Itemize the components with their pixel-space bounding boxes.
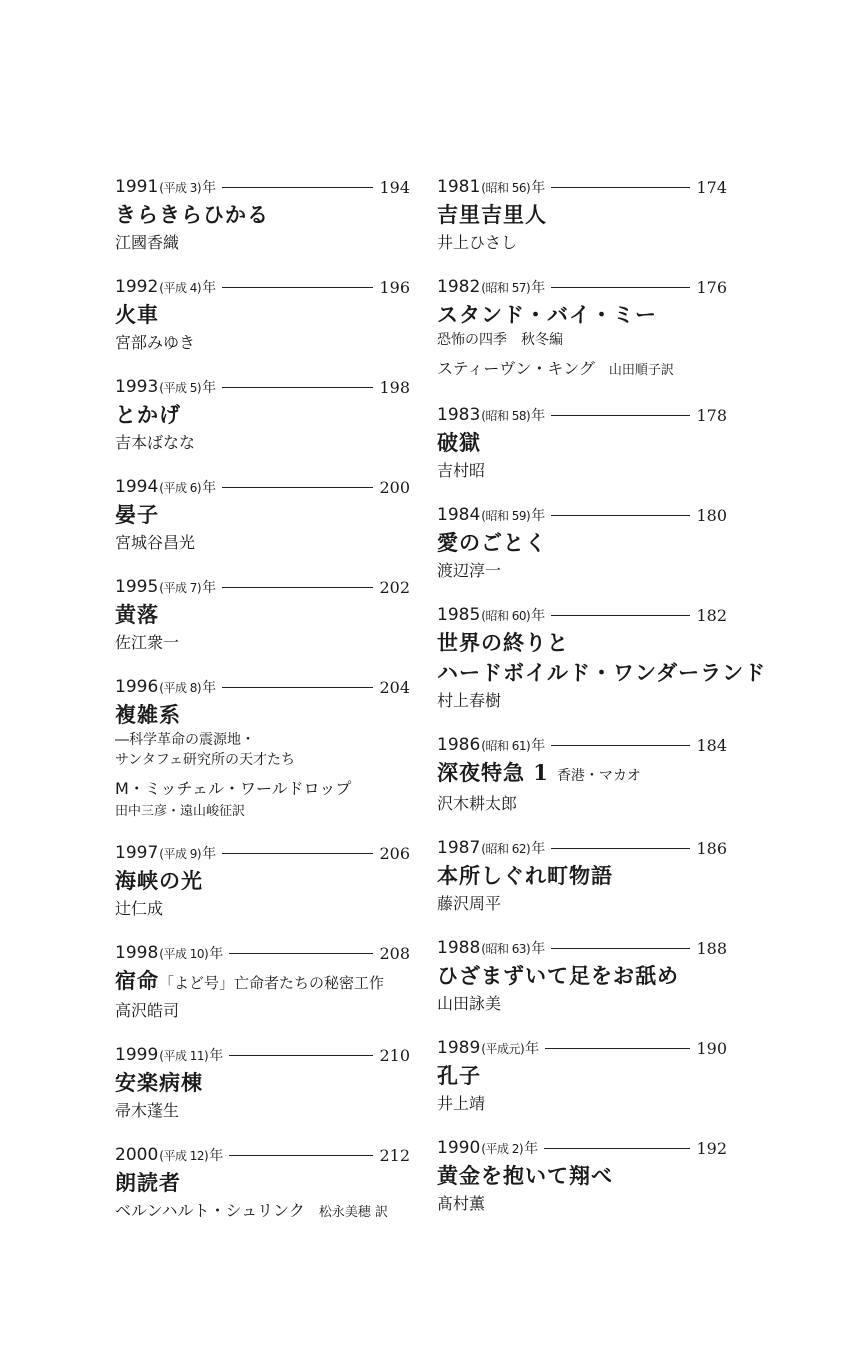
year-suffix: 年 [202,380,217,396]
book-title [437,300,727,330]
author-line [115,230,410,256]
year-suffix: 年 [531,608,546,624]
author-name: 井上靖 [437,1094,486,1113]
year-label: 1989 [437,1038,481,1058]
era-label: (平成 12) [159,1148,209,1163]
book-title [437,628,727,658]
author-line [437,558,727,584]
year-suffix: 年 [531,841,546,857]
year-label: 1992 [115,277,159,297]
entry-header [115,1142,410,1168]
year-suffix: 年 [202,580,217,596]
book-title-text: 黄金を抱いて翔べ [437,1163,613,1188]
author-name: 宮部みゆき [115,333,196,352]
year-label: 1990 [437,1138,481,1158]
era-label: (昭和 57) [481,280,531,295]
book-entry [437,402,727,484]
book-title [115,400,410,430]
book-title-text: 愛のごとく [437,530,547,555]
page-number: 202 [379,577,410,597]
book-title-text: 朗読者 [115,1170,181,1195]
book-title-text: 黄落 [115,602,159,627]
author-line [437,356,727,384]
book-title [115,300,410,330]
page-number: 200 [379,477,410,497]
book-title-text: ひざまずいて足をお舐め [437,963,679,988]
book-title [115,1068,410,1098]
year-label: 1994 [115,477,159,497]
leader-rule [222,687,373,688]
entry-header [437,1135,727,1161]
book-subtitle: サンタフェ研究所の天才たち [115,752,296,768]
book-title-text: 世界の終りと [437,630,569,655]
page-number: 196 [379,277,410,297]
book-entry [437,602,767,714]
right-column [437,174,767,1235]
book-title [115,700,410,730]
page-number: 198 [379,377,410,397]
author-name: ベルンハルト・シュリンク [115,1201,305,1220]
book-title-text: 吉里吉里人 [437,202,547,227]
year-label: 2000 [115,1145,159,1165]
era-label: (平成 6) [159,480,202,495]
author-name: 村上春樹 [437,691,502,710]
translator-name: 山田順子訳 [608,363,674,378]
era-label: (昭和 61) [481,738,531,753]
year-suffix: 年 [209,946,224,962]
book-title [115,500,410,530]
year-label: 1984 [437,505,481,525]
author-line [115,998,410,1024]
book-title-text: 海峡の光 [115,868,203,893]
year-label: 1982 [437,277,481,297]
page-number: 208 [379,943,410,963]
entry-header [115,174,410,200]
author-line [115,430,410,456]
era-label: (昭和 59) [481,508,531,523]
author-name: 佐江衆一 [115,633,180,652]
author-line [437,1091,727,1117]
book-title [437,528,727,558]
book-title [115,966,410,998]
entry-header [115,840,410,866]
year-suffix: 年 [524,1141,539,1157]
year-label: 1983 [437,405,481,425]
page-number: 188 [696,938,727,958]
year-suffix: 年 [531,738,546,754]
entry-header [437,602,727,628]
book-title-text: スタンド・バイ・ミー [437,302,657,327]
year-suffix: 年 [531,408,546,424]
entry-header [437,402,727,428]
page-number: 184 [696,735,727,755]
page-number: 182 [696,605,727,625]
author-name: 沢木耕太郎 [437,794,518,813]
year-label: 1996 [115,677,159,697]
book-title [115,1168,410,1198]
entry-header [437,1035,727,1061]
year-suffix: 年 [531,280,546,296]
book-title [437,200,727,230]
year-suffix: 年 [202,280,217,296]
book-title-text: 破獄 [437,430,481,455]
leader-rule [551,948,690,949]
author-line [437,791,727,817]
book-entry [437,732,727,817]
author-name: 辻仁成 [115,899,164,918]
year-label: 1991 [115,177,159,197]
book-title [115,200,410,230]
entry-header [437,732,727,758]
entry-header [437,174,727,200]
leader-rule [551,848,690,849]
year-label: 1985 [437,605,481,625]
book-title-tail: 「よど号」亡命者たちの秘密工作 [159,974,385,992]
book-entry [437,1135,727,1217]
era-label: (平成 9) [159,846,202,861]
page-number: 192 [696,1138,727,1158]
leader-rule [229,1155,373,1156]
page-number: 212 [379,1145,410,1165]
year-suffix: 年 [209,1148,224,1164]
book-subtitle: ―科学革命の震源地・ [115,732,255,748]
author-name: 渡辺淳一 [437,561,502,580]
author-name: 帚木蓬生 [115,1101,180,1120]
book-title [437,758,727,791]
author-line [437,1191,727,1217]
leader-rule [229,1055,373,1056]
page-number: 178 [696,405,727,425]
leader-rule [551,515,690,516]
author-line [115,1098,410,1124]
book-title [115,866,410,896]
book-title [437,861,727,891]
leader-rule [222,853,373,854]
book-entry [115,274,410,356]
book-title-text: とかげ [115,402,181,427]
year-label: 1986 [437,735,481,755]
author-line [437,458,727,484]
author-line [115,776,410,802]
page-number: 186 [696,838,727,858]
leader-rule [222,587,373,588]
era-label: (昭和 58) [481,408,531,423]
page-number: 194 [379,177,410,197]
book-title-text: 孔子 [437,1063,481,1088]
leader-rule [551,615,690,616]
leader-rule [544,1148,690,1149]
author-name: 井上ひさし [437,233,518,252]
era-label: (昭和 60) [481,608,531,623]
year-suffix: 年 [202,846,217,862]
book-title-text: 火車 [115,302,159,327]
book-title [437,961,727,991]
book-title-text: 深夜特急 1 [437,760,549,785]
year-suffix: 年 [202,180,217,196]
year-label: 1998 [115,943,159,963]
era-label: (平成 8) [159,680,202,695]
book-entry [115,474,410,556]
page-number: 174 [696,177,727,197]
book-title [437,428,727,458]
entry-header [437,274,727,300]
author-line [115,330,410,356]
leader-rule [551,287,690,288]
era-label: (平成 2) [481,1141,524,1156]
entry-header [115,1042,410,1068]
left-column [115,174,410,1244]
year-label: 1995 [115,577,159,597]
page-number: 210 [379,1045,410,1065]
era-label: (平成 4) [159,280,202,295]
leader-rule [551,745,690,746]
book-entry [115,940,410,1024]
year-suffix: 年 [209,1048,224,1064]
year-suffix: 年 [531,941,546,957]
entry-header [437,502,727,528]
author-line [437,991,727,1017]
entry-header [437,935,727,961]
era-label: (平成 3) [159,180,202,195]
book-entry [115,374,410,456]
year-suffix: 年 [202,680,217,696]
translator-line: 田中三彦・遠山峻征訳 [115,804,246,819]
entry-header [115,940,410,966]
book-title-text: 本所しぐれ町物語 [437,863,613,888]
author-name: 宮城谷昌光 [115,533,196,552]
author-name: 吉本ばなな [115,433,196,452]
era-label: (昭和 56) [481,180,531,195]
author-name: M・ミッチェル・ワールドロップ [115,779,352,798]
author-name: 高沢皓司 [115,1001,180,1020]
book-title-sub: 香港・マカオ [556,768,641,784]
author-line [437,688,727,714]
author-line [115,630,410,656]
page-number: 190 [696,1038,727,1058]
book-entry [437,502,727,584]
entry-header [115,274,410,300]
year-label: 1988 [437,938,481,958]
author-name: 江國香織 [115,233,180,252]
book-title-text: 晏子 [115,502,159,527]
leader-rule [222,387,373,388]
leader-rule [222,187,373,188]
era-label: (平成 5) [159,380,202,395]
year-label: 1981 [437,177,481,197]
author-name: 吉村昭 [437,461,486,480]
book-entry [437,174,727,256]
leader-rule [551,187,690,188]
book-title-text: 複雑系 [115,702,181,727]
page-number: 180 [696,505,727,525]
author-line [115,530,410,556]
author-name: 藤沢周平 [437,894,502,913]
author-name: 山田詠美 [437,994,502,1013]
translator-name: 松永美穂 訳 [318,1205,388,1220]
book-title [437,1061,727,1091]
entry-header [437,835,727,861]
book-entry [115,1142,410,1226]
year-label: 1987 [437,838,481,858]
author-name: 髙村薫 [437,1194,486,1213]
entry-header [115,374,410,400]
page-number: 176 [696,277,727,297]
year-suffix: 年 [202,480,217,496]
era-label: (昭和 62) [481,841,531,856]
year-label: 1999 [115,1045,159,1065]
author-line [437,230,727,256]
author-line [437,891,727,917]
entry-header [115,574,410,600]
book-entry [115,574,410,656]
leader-rule [222,287,373,288]
era-label: (昭和 63) [481,941,531,956]
book-entry [115,174,410,256]
year-label: 1993 [115,377,159,397]
book-entry [115,1042,410,1124]
year-suffix: 年 [531,180,546,196]
leader-rule [551,415,690,416]
year-label: 1997 [115,843,159,863]
entry-header [115,474,410,500]
era-label: (平成 7) [159,580,202,595]
author-line [115,1198,410,1226]
book-subtitle: 恐怖の四季 秋冬編 [437,332,563,348]
book-entry [115,840,410,922]
year-suffix: 年 [531,508,546,524]
book-title-text: 宿命 [115,968,159,993]
book-title [115,600,410,630]
author-name: スティーヴン・キング [437,359,595,378]
entry-header [115,674,410,700]
book-title-text: 安楽病棟 [115,1070,203,1095]
leader-rule [222,487,373,488]
page-number: 204 [379,677,410,697]
era-label: (平成 10) [159,946,209,961]
book-entry [437,274,727,384]
year-suffix: 年 [525,1041,540,1057]
book-entry [115,674,410,822]
book-title-text: きらきらひかる [115,202,269,227]
era-label: (平成 11) [159,1048,209,1063]
author-line [115,896,410,922]
leader-rule [545,1048,690,1049]
book-entry [437,835,727,917]
book-title [437,1161,727,1191]
book-entry [437,935,727,1017]
book-title-line2: ハードボイルド・ワンダーランド [437,660,767,685]
leader-rule [229,953,373,954]
era-label: (平成元) [481,1041,525,1056]
page-number: 206 [379,843,410,863]
book-entry [437,1035,727,1117]
